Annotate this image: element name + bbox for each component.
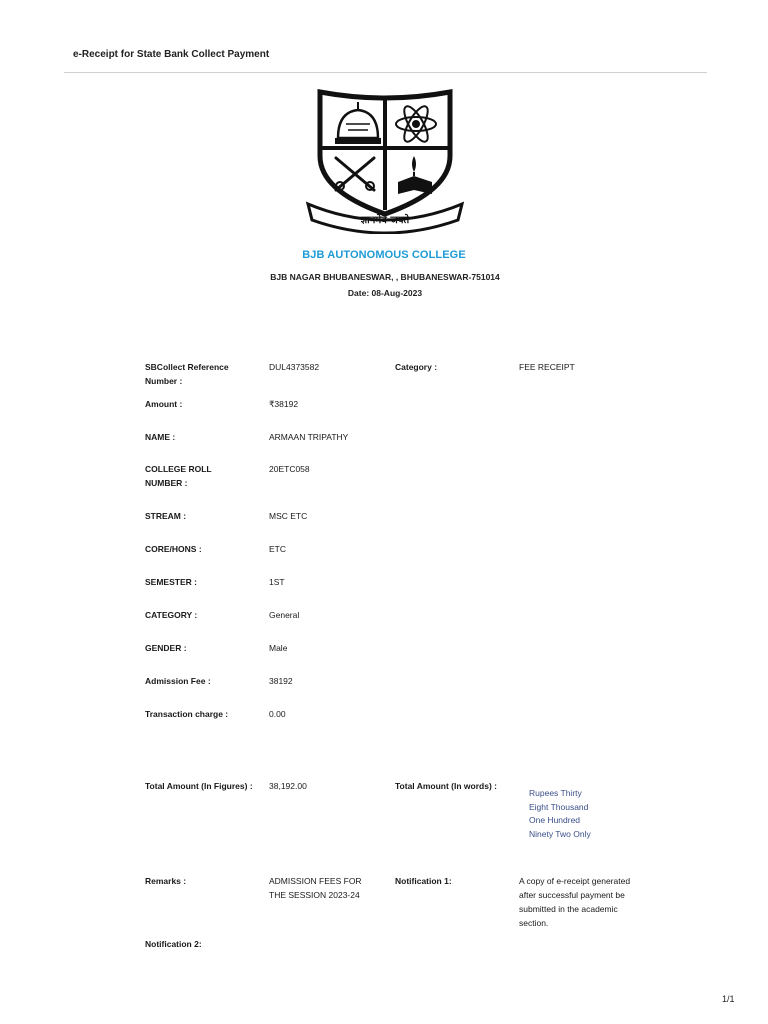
total-figures-label: Total Amount (In Figures) : [145,781,253,791]
txn-charge-label: Transaction charge : [145,709,229,719]
core-label: CORE/HONS : [145,544,202,554]
gender-label: GENDER : [145,643,187,653]
total-words-label: Total Amount (In words) : [395,781,497,791]
page-header-title: e-Receipt for State Bank Collect Payment [73,49,270,60]
stream-label: STREAM : [145,511,187,521]
admission-fee-value: 38192 [269,676,293,686]
category2-value: General [269,610,300,620]
roll-label: COLLEGE ROLL NUMBER : [145,464,212,488]
name-label: NAME : [145,432,176,442]
notification2-label: Notification 2: [145,939,202,949]
amount-label: Amount : [145,399,183,409]
semester-label: SEMESTER : [145,577,197,587]
notification1-label: Notification 1: [395,876,452,886]
ref-label: SBCollect Reference Number : [145,362,229,386]
name-value: ARMAAN TRIPATHY [269,432,349,442]
remarks-value: ADMISSION FEES FOR THE SESSION 2023-24 [269,876,362,900]
college-name: BJB AUTONOMOUS COLLEGE [302,249,466,261]
category2-label: CATEGORY : [145,610,198,620]
category-value: FEE RECEIPT [519,362,575,372]
notification1-value: A copy of e-receipt generated after successful payment be submitted in the academic section. [519,876,631,928]
amount-value: ₹38192 [269,399,299,409]
gender-value: Male [269,643,288,653]
college-address: BJB NAGAR BHUBANESWAR, , BHUBANESWAR-751014 [270,272,500,282]
core-value: ETC [269,544,286,554]
admission-fee-label: Admission Fee : [145,676,211,686]
roll-value: 20ETC058 [269,464,310,474]
header-divider [64,72,707,73]
total-figures-value: 38,192.00 [269,781,307,791]
college-crest-logo [300,86,470,234]
semester-value: 1ST [269,577,285,587]
ref-value: DUL4373582 [269,362,320,372]
txn-charge-value: 0.00 [269,709,286,719]
total-words-value: Rupees Thirty Eight Thousand One Hundred Ninety Two Only [529,788,591,840]
stream-value: MSC ETC [269,511,308,521]
page-number: 1/1 [722,994,735,1004]
receipt-date: Date: 08-Aug-2023 [347,288,423,298]
logo-motto: ज्ञानमेव जयते [360,215,410,226]
remarks-label: Remarks : [145,876,187,886]
category-label: Category : [395,362,438,372]
